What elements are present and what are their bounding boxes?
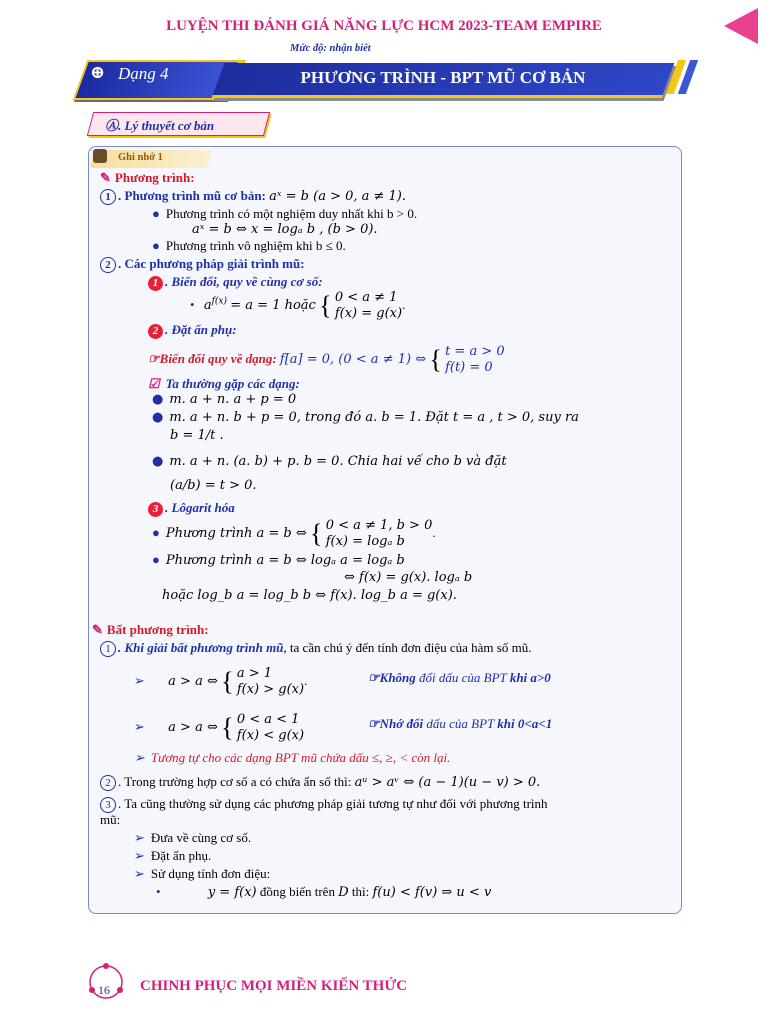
s3-formula-c: D (338, 885, 349, 900)
bpt-rule2-formula: a > a ⇔ (168, 719, 218, 735)
m3-system (326, 518, 433, 550)
pt-item1-formula: aˣ = b (a > 0, a ≠ 1). (269, 189, 407, 204)
bullet-icon: • (190, 296, 195, 312)
m2-form1-text: m. a + n. a + p = 0 (169, 392, 297, 407)
m3-heading (148, 500, 235, 517)
m3-sys2: f(x) = logₐ b (325, 534, 405, 549)
s3-formula-a: y = f(x) (207, 885, 257, 900)
bpt-heading (92, 622, 209, 638)
bpt-rule1-sys2: f(x) > g(x) (236, 682, 305, 697)
m3-title: . Lôgarit hóa (165, 500, 235, 515)
m1-text: = a = 1 hoặc (230, 297, 316, 313)
note-b: đổi dấu của BPT (415, 670, 510, 685)
bullet-icon: ● (152, 410, 164, 425)
number-circle-icon: 2 (100, 775, 116, 791)
box-icon (93, 149, 107, 163)
m2-form1 (152, 392, 296, 407)
bpt-item1-rest: , ta cần chú ý đến tính đơn điệu của hàm số mũ. (283, 640, 532, 655)
s3-formula-d: thì: (351, 884, 370, 899)
m2-title: . Đặt ẩn phụ: (165, 322, 237, 337)
bpt-item1-title: . Khi giải bất phương trình mũ (118, 640, 284, 655)
m1-heading (148, 274, 323, 291)
m3-line4: hoặc log_b a = log_b b ⇔ f(x). log_b a = g(x). (162, 588, 457, 603)
m3-line1: ● Phương trình a = b ⇔ { 0 < a ≠ 1, b > 0 f(x) = logₐ b. (152, 518, 436, 549)
edit-icon: ✎ (92, 622, 103, 637)
note-c: khi 0<a<1 (497, 716, 553, 731)
bullet-icon: ● (152, 524, 160, 540)
bpt-rule1-sys1: a > 1 (236, 666, 273, 681)
s3-formula-b: đồng biến trên (259, 884, 335, 899)
bpt-heading-text: Bất phương trình: (106, 622, 209, 637)
dang-label: Dạng 4 (118, 64, 169, 83)
m2-sys1: t = a > 0 (445, 344, 505, 359)
pt-b2-text: Phương trình vô nghiệm khi b ≤ 0. (165, 238, 346, 253)
m2-rule (148, 344, 505, 376)
m2-system (445, 344, 505, 376)
brace-icon: { (429, 345, 442, 374)
note-c: khi a>0 (509, 670, 551, 685)
m3-line3: ⇔ f(x) = g(x). logₐ b (344, 570, 473, 585)
plus-circle-icon: ⊕ (90, 62, 106, 82)
s3-formula-e: f(u) < f(v) ⇒ u < v (372, 885, 492, 900)
bpt-s3 (134, 866, 270, 882)
bpt-s3-text: Sử dụng tính đơn điệu: (150, 866, 271, 881)
m2-forms-title: Ta thường gặp các dạng: (165, 376, 300, 391)
m1-base: a (203, 297, 212, 313)
pt-heading-text: Phương trình: (114, 170, 195, 185)
difficulty-level: Mức độ: nhận biết (290, 43, 371, 54)
m2-form2-text: m. a + n. b + p = 0, trong đó a. b = 1. Đặt t = a , t > 0, suy ra (169, 410, 579, 425)
bpt-item1 (100, 640, 531, 657)
m2-form3b: (a/b) = t > 0. (170, 478, 257, 493)
pt-b2 (152, 238, 346, 254)
bpt-item3 (100, 796, 548, 813)
arrow-icon: ➢ (134, 830, 145, 845)
arrow-icon: ➢ (134, 848, 145, 863)
pt-item1-title: . Phương trình mũ cơ bản: (118, 188, 266, 203)
m3-line2 (152, 552, 405, 568)
edit-icon: ✎ (100, 170, 111, 185)
note-a: ☞Nhớ đổi (368, 716, 424, 731)
checkbox-icon: ☑ (148, 376, 160, 391)
bpt-rule3-text: Tương tự cho các dạng BPT mũ chứa dấu ≤, ≥, < còn lại. (150, 750, 451, 765)
pt-item2-title: . Các phương pháp giải trình mũ: (118, 256, 305, 271)
m2-form3 (152, 454, 507, 469)
header-title: LUYỆN THI ĐÁNH GIÁ NĂNG LỰC HCM 2023-TEAM EMPIRE (166, 18, 602, 34)
m2-form2 (152, 410, 579, 425)
m2-sys2: f(t) = 0 (445, 360, 493, 375)
bullet-icon: ● (152, 206, 160, 221)
bpt-item2-text: . Trong trường hợp cơ số a có chứa ẩn số thì: (118, 774, 352, 789)
bpt-rule2-sys1: 0 < a < 1 (236, 712, 300, 727)
m3-line2-text: Phương trình a = b ⇔ logₐ a = logₐ b (165, 553, 405, 568)
brace-icon: { (309, 519, 323, 548)
bpt-rule1-formula: a > a ⇔ (168, 673, 218, 689)
m3-line1-text: Phương trình a = b ⇔ (165, 525, 307, 541)
m1-sys2: f(x) = g(x) (334, 306, 403, 321)
arrow-icon: ➢ (134, 750, 145, 765)
number-circle-icon: 1 (100, 641, 116, 657)
m1-formula: • $a^{f(x)} = a = 1$ hoặc { 0 < a ≠ 1 f(x) = g(x). (190, 290, 406, 321)
brace-icon: { (221, 667, 234, 696)
m2-form2b: b = 1/t . (170, 428, 224, 443)
bpt-rule3 (134, 750, 450, 766)
bpt-rule2-sys2: f(x) < g(x) (236, 728, 305, 743)
bullet-icon: ● (152, 392, 164, 407)
m3-sys1: 0 < a ≠ 1, b > 0 (325, 518, 433, 533)
bpt-item2-formula: aᵘ > aᵛ ⇔ (a − 1)(u − v) > 0. (354, 775, 541, 790)
number-circle-icon: 1 (100, 189, 116, 205)
bpt-rule1: ➢ a > a ⇔ { a > 1 f(x) > g(x). (134, 666, 308, 697)
bpt-rule1-system (237, 666, 304, 698)
page-number: 16 (98, 983, 110, 997)
m1-system (335, 290, 402, 322)
number-circle-icon: 2 (148, 324, 163, 339)
arrow-icon: ➢ (134, 866, 145, 881)
bullet-icon: ● (152, 454, 164, 469)
number-circle-icon: 2 (100, 257, 116, 273)
m1-title: . Biến đổi, quy về cùng cơ số: (165, 274, 323, 289)
pt-b1-text: Phương trình có một nghiệm duy nhất khi b > 0. (165, 206, 418, 221)
arrow-icon: ➢ (134, 718, 145, 734)
arrow-icon: ➢ (134, 672, 145, 688)
note-a: ☞Không (368, 670, 416, 685)
pt-b1 (152, 206, 417, 222)
bullet-icon: ● (152, 238, 160, 253)
bullet-icon: • (156, 884, 161, 899)
bpt-rule1-note (368, 670, 551, 686)
brace-icon: { (319, 291, 332, 320)
footer-text: CHINH PHỤC MỌI MIỀN KIẾN THỨC (140, 978, 408, 994)
bpt-item3-cont: mũ: (100, 812, 121, 827)
pt-heading (100, 170, 195, 186)
brace-icon: { (221, 713, 234, 742)
theory-label: Ⓐ. Lý thuyết cơ bản (105, 118, 215, 133)
corner-triangle-decoration (724, 8, 758, 44)
m2-heading (148, 322, 237, 339)
note-b: dấu của BPT (423, 716, 498, 731)
m1-sys1: 0 < a ≠ 1 (334, 290, 398, 305)
m2-rule-formula: f[a] = 0, (0 < a ≠ 1) ⇔ (279, 351, 427, 367)
m2-form3-text: m. a + n. (a. b) + p. b = 0. Chia hai vế cho b và đặt (169, 454, 507, 469)
m1-lhs: $a^{f(x)}$ (203, 296, 228, 313)
bpt-s2 (134, 848, 211, 864)
bpt-item2 (100, 774, 540, 791)
pt-b1-formula: aˣ = b ⇔ x = logₐ b , (b > 0). (192, 222, 378, 237)
number-circle-icon: 1 (148, 276, 163, 291)
bpt-s1 (134, 830, 251, 846)
bpt-s1-text: Đưa về cùng cơ số. (150, 830, 252, 845)
bpt-rule2-note (368, 716, 552, 732)
number-circle-icon: 3 (148, 502, 163, 517)
number-circle-icon: 3 (100, 797, 116, 813)
m2-rule-label: ☞Biến đổi quy về dạng: (148, 350, 277, 366)
topic-title: PHƯƠNG TRÌNH - BPT MŨ CƠ BẢN (300, 68, 586, 87)
pt-item1 (100, 188, 406, 205)
ghi-nho-label: Ghi nhớ 1 (118, 152, 163, 163)
bpt-item3-text: . Ta cũng thường sử dụng các phương pháp giải tương tự như đối với phương trình (118, 796, 548, 811)
bpt-s3-formula (156, 884, 491, 900)
bpt-rule2-system (237, 712, 304, 744)
bpt-s2-text: Đặt ẩn phụ. (150, 848, 212, 863)
m2-forms-heading (148, 376, 300, 392)
bpt-rule2 (134, 712, 304, 744)
bullet-icon: ● (152, 552, 160, 567)
pt-item2 (100, 256, 305, 273)
